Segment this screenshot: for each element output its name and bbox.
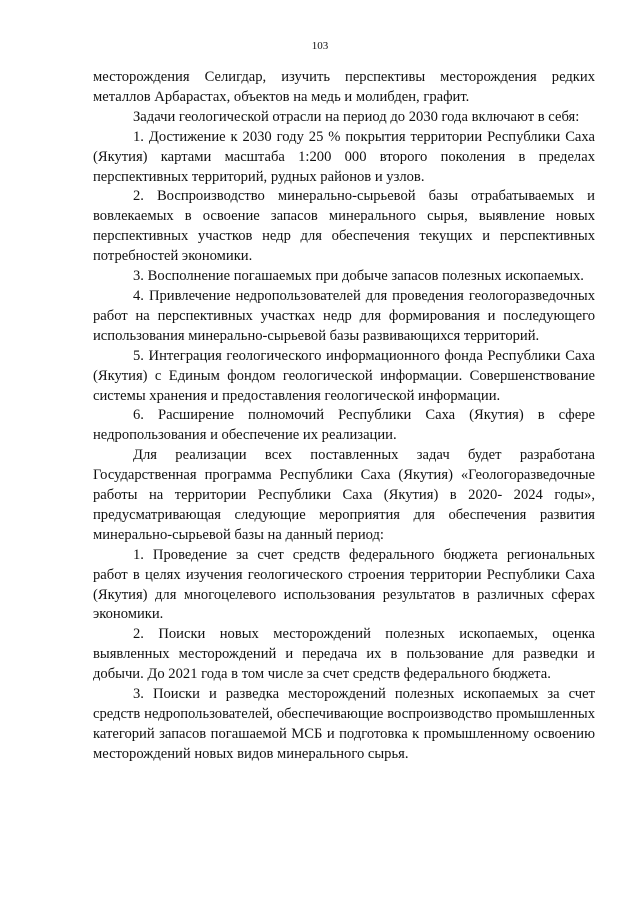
paragraph-task-3: 3. Восполнение погашаемых при добыче запасов полезных ископаемых. (133, 268, 584, 285)
paragraph-task-4: 4. Привлечение недропользователей для проведения геологоразведочных работ на перспективных участках недр для формирования и последующего использования минерально-сырьевой базы развивающихся территорий. (93, 287, 595, 344)
paragraph-tasks-intro: Задачи геологической отрасли на период до 2030 года включают в себя: (133, 108, 580, 125)
paragraph-task-5: 5. Интеграция геологического информационного фонда Республики Саха (Якутия) с Единым фондом геологической информации. Совершенствование системы хранения и предоставления геологической информации. (93, 347, 595, 404)
paragraph-measure-1: 1. Проведение за счет средств федерального бюджета региональных работ в целях изучения геологического строения территории Республики Саха (Якутия) для многоцелевого использования результатов в различных сферах экономики. (93, 546, 595, 623)
paragraph-task-1: 1. Достижение к 2030 году 25 % покрытия территории Республики Саха (Якутия) картами масштаба 1:200 000 второго поколения в пределах перспективных территорий, рудных районов и узлов. (93, 128, 595, 185)
page-number: 103 (311, 40, 329, 52)
paragraph-measure-2: 2. Поиски новых месторождений полезных ископаемых, оценка выявленных месторождений и передача их в пользование для разведки и добычи. До 2021 года в том числе за счет средств федерального бюджета. (93, 626, 595, 683)
paragraph-measure-3: 3. Поиски и разведка месторождений полезных ископаемых за счет средств недропользователей, обеспечивающие воспроизводство промышленных категорий запасов погашаемой МСБ и подготовка к промышленному освоению месторождений новых видов минерального сырья. (93, 686, 595, 762)
paragraph-task-6: 6. Расширение полномочий Республики Саха (Якутия) в сфере недропользования и обеспечение их реализации. (93, 407, 595, 444)
paragraph-continuation: месторождения Селигдар, изучить перспективы месторождения редких металлов Арбарастах, объектов на медь и молибден, графит. (93, 69, 595, 105)
paragraph-program-intro: Для реализации всех поставленных задач будет разработана Государственная программа Республики Саха (Якутия) «Геологоразведочные работы на территории Республики Саха (Якутия) в 2020- 2024 годы», предусматривающая следующие мероприятия для обеспечения развития минерально-сырьевой базы на данный период: (93, 447, 595, 543)
paragraph-task-2: 2. Воспроизводство минерально-сырьевой базы отрабатываемых и вовлекаемых в освоение запасов минерального сырья, выявление новых перспективных участков недр для обеспечения текущих и перспективных потребностей экономики. (93, 188, 595, 265)
